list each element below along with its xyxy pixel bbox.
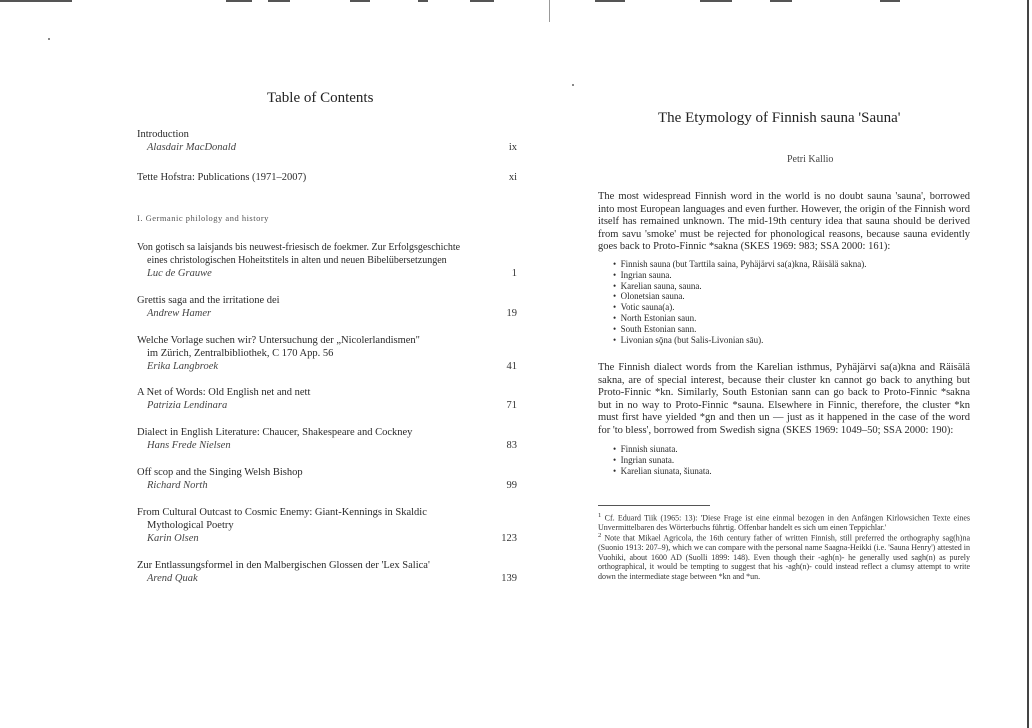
toc-entry-author: Hans Frede Nielsen (147, 440, 231, 451)
toc-entry-author: Luc de Grauwe (147, 268, 212, 279)
article-paragraph: The Finnish dialect words from the Karelian isthmus, Pyhäjärvi sa(a)kna and Räisälä sakna, are of special interest, because their cluster kn cannot go back to anything but Proto-Finnic *kn. Similarly, South Estonian sann can go back to Proto-Finnic *sakna but in no way to Proto-Finnic *sauna. Elsewhere in Finnic, therefore, the cluster *kn must first have yielded *gn and then un — just as it happened in the case of the word for 'to bless', borrowed from Swedish signa (SKES 1969: 1049–50; SSA 2000: 190): (598, 362, 970, 436)
list-item: • North Estonian saun. (613, 313, 867, 324)
list-item: • South Estonian sann. (613, 324, 867, 335)
toc-entry-title: Off scop and the Singing Welsh Bishop (137, 467, 303, 478)
list-item: • Finnish sauna (but Tarttila saina, Pyhäjärvi sa(a)kna, Räisälä sakna). (613, 259, 867, 270)
toc-entry[interactable] (137, 559, 517, 585)
toc-entry-author: Karin Olsen (147, 533, 199, 544)
list-item: • Ingrian sunata. (613, 455, 712, 466)
toc-entry-author: Alasdair MacDonald (147, 142, 236, 153)
toc-entry-page: 83 (506, 440, 517, 451)
list-item: • Karelian siunata, šiunata. (613, 466, 712, 477)
scan-edge-top (0, 0, 1032, 3)
toc-entry[interactable] (137, 426, 517, 452)
list-item: • Karelian sauna, sauna. (613, 281, 867, 292)
toc-entry[interactable] (137, 294, 517, 320)
toc-entry-page: 123 (501, 533, 517, 544)
toc-entry-author: Arend Quak (147, 573, 198, 584)
toc-entry-author: Andrew Hamer (147, 308, 212, 319)
toc-entry[interactable] (137, 128, 517, 154)
toc-entry[interactable] (137, 386, 517, 412)
toc-entry-author: Patrizia Lendinara (147, 400, 228, 411)
footnote: $^1$ Cf. Eduard Tiik (1965: 13): 'Diese Frage ist eine einmal bezogen in den Anfängen Kirlowsichen Texte eines Unvermittelbaren des Wörterbuchs führtig. Offenbar handelt es sich um einen Teppichlar.' (598, 512, 970, 533)
toc-entry-title-cont: Mythological Poetry (147, 520, 234, 531)
toc-entry-page: 1 (511, 268, 517, 279)
scan-edge-right (1027, 0, 1029, 728)
toc-entry-title: Zur Entlassungsformel in den Malbergischen Glossen der 'Lex Salica' (137, 560, 430, 571)
footnote: $^2$ Note that Mikael Agricola, the 16th century father of written Finnish, still preferred the orthography sag(h)na (Suonio 1913: 207–9), which we can compare with the personal name Saagna-Heikki (i.e. 'Sauna Henry') attested in Vuohiki, about 1600 AD (Suolli 1899: 148). Even though their -agh(n)- he generally used sagh(n) as purely orthographical, it would be tempting to suggest that his -agh(n)- could instead reflect a clumsy attempt to write down the intermediate stage between *kn and *un. (598, 532, 971, 582)
toc-entry-page: 19 (506, 308, 517, 319)
example-list (613, 259, 867, 345)
scan-speck (572, 84, 574, 86)
list-item: • Votic sauna(a). (613, 302, 867, 313)
toc-entry-page: ix (508, 142, 517, 153)
toc-entry[interactable] (137, 506, 517, 545)
article-author: Petri Kallio (787, 154, 834, 165)
toc-entry-title: A Net of Words: Old English net and nett (137, 387, 311, 398)
toc-entry-title: Dialect in English Literature: Chaucer, Shakespeare and Cockney (137, 427, 413, 438)
toc-entry-title: Welche Vorlage suchen wir? Untersuchung der „Nicolerlandismen" (137, 335, 420, 346)
footnote-text: Cf. Eduard Tiik (1965: 13): 'Diese Frage ist eine einmal bezogen in den Anfängen Kirlowsichen Texte eines Unvermittelbaren des Wörterbuchs führtig. Offenbar handelt es sich um einen Teppichlar.' (598, 513, 970, 533)
toc-entry-title-cont: eines christologischen Hoheitstitels in alten und neuen Bibelübersetzungen (147, 255, 447, 266)
toc-entry-page: 139 (501, 573, 517, 584)
toc-entry[interactable] (137, 171, 517, 184)
toc-entry-author: Richard North (147, 480, 208, 491)
toc-entry-title: From Cultural Outcast to Cosmic Enemy: Giant-Kennings in Skaldic (137, 507, 427, 518)
toc-entry-page: 71 (506, 400, 517, 411)
scan-speck (48, 38, 50, 40)
toc-entry-page: 41 (506, 361, 517, 372)
page-fold (549, 0, 550, 22)
footnote-text: Note that Mikael Agricola, the 16th century father of written Finnish, still preferred the orthography sag(h)na (Suonio 1913: 207–9), which we can compare with the personal name Saagna-Heikki (i.e. 'Sauna Henry') attested in Vuohiki, about 1600 AD (Suolli 1899: 148). Even though their -agh(n)- he generally used sagh(n) as purely orthographical, it would be tempting to suggest that his -agh(n)- could instead reflect a clumsy attempt to write down the intermediate stage between *kn and *un. (598, 533, 971, 582)
list-item: • Livonian sǭna (but Salis-Livonian sāu). (613, 335, 867, 346)
toc-entry-title: Tette Hofstra: Publications (1971–2007) (137, 172, 307, 183)
section-heading: I. Germanic philology and history (137, 213, 269, 223)
footnote-rule (598, 505, 710, 506)
toc-entry-page: xi (508, 172, 517, 183)
toc-entry-page: 99 (506, 480, 517, 491)
toc-entry[interactable] (137, 241, 517, 280)
list-item: • Finnish siunata. (613, 444, 712, 455)
toc-entry-author: Erika Langbroek (147, 361, 219, 372)
list-item: • Olonetsian sauna. (613, 291, 867, 302)
list-item: • Ingrian sauna. (613, 270, 867, 281)
article-paragraph: The most widespread Finnish word in the world is no doubt sauna 'sauna', borrowed into most European languages and even further. However, the origin of the Finnish word itself has remained unknown. The mid-19th century idea that sauna should be derived from savu 'smoke' must be rejected for phonological reasons, because sauna evidently goes back to Proto-Finnic *sakna (SKES 1969: 983; SSA 2000: 161): (598, 191, 970, 253)
toc-entry-title: Von gotisch sa laisjands bis neuwest-friesisch de foekmer. Zur Erfolgsgeschichte (137, 242, 461, 253)
toc-entry[interactable] (137, 466, 517, 492)
toc-entry-title: Grettis saga and the irritatione dei (137, 295, 280, 306)
article-title: The Etymology of Finnish sauna 'Sauna' (658, 110, 901, 126)
toc-entry-title-cont: im Zürich, Zentralbibliothek, C 170 App. 56 (147, 348, 334, 359)
toc-title: Table of Contents (267, 90, 374, 106)
toc-entry-title: Introduction (137, 129, 189, 140)
toc-entry[interactable] (137, 334, 517, 373)
example-list (613, 444, 712, 476)
